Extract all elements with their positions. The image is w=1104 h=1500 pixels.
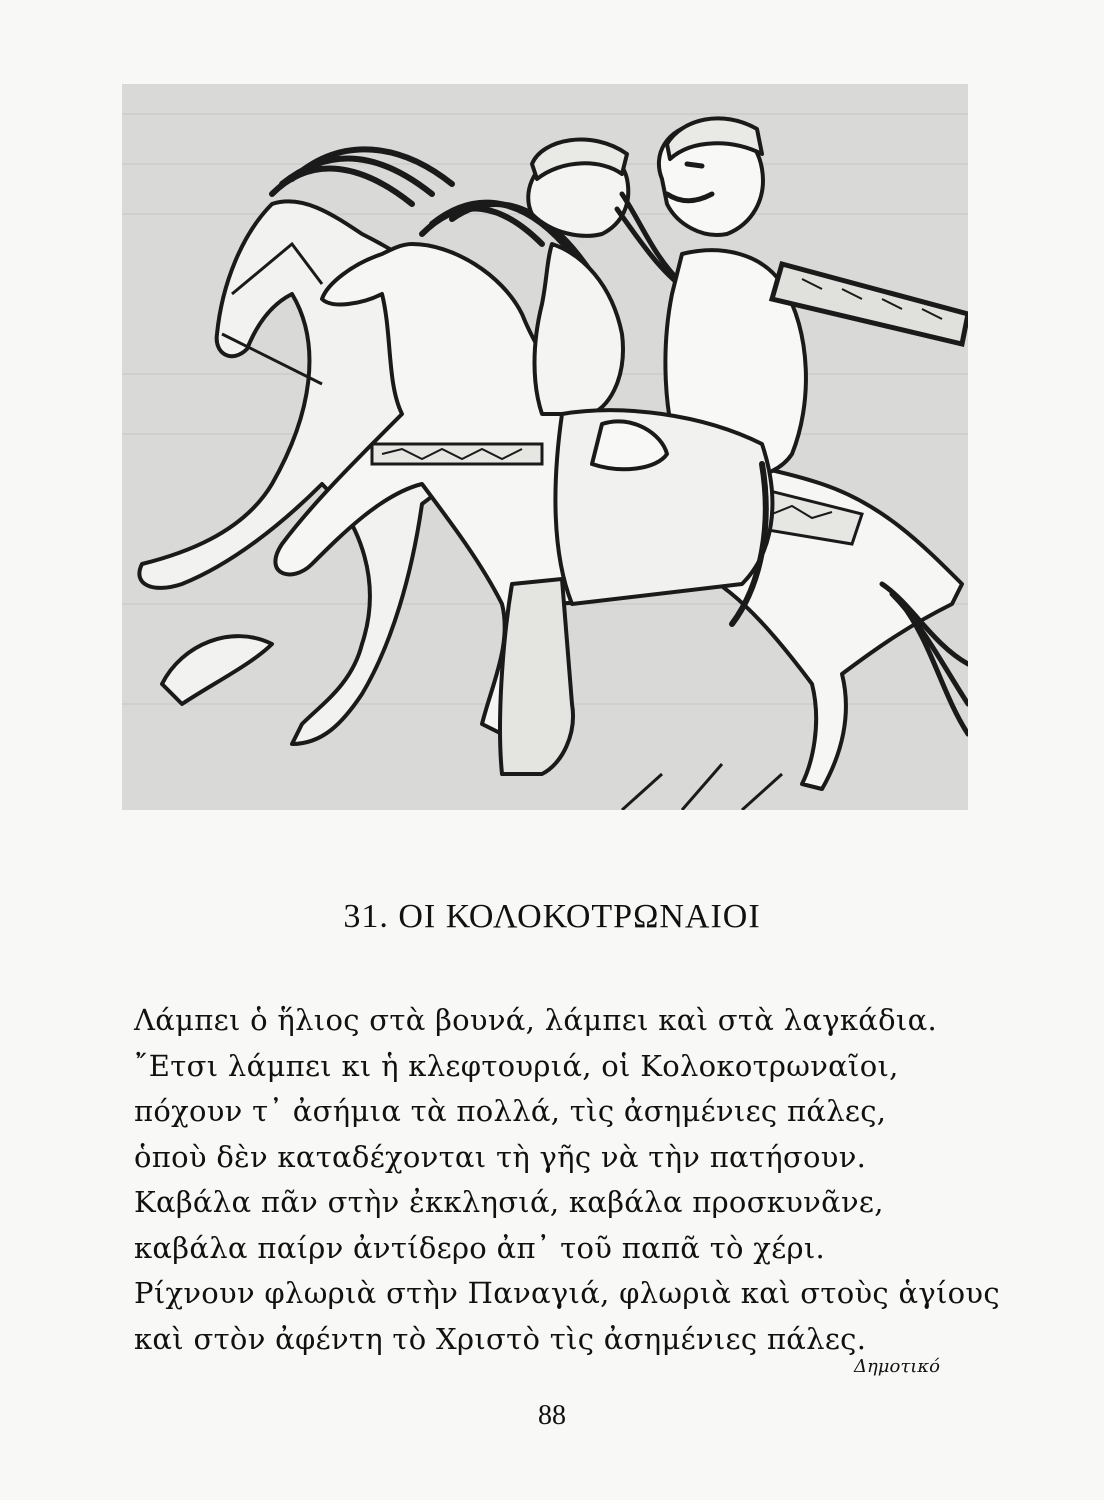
- poem-line: καὶ στὸν ἀφέντη τὸ Χριστὸ τὶς ἀσημένιες πάλες.: [134, 1321, 867, 1356]
- horsemen-drawing: [122, 84, 968, 810]
- poem-line: ὁποὺ δὲν καταδέχονται τὴ γῆς νὰ τὴν πατήσουν.: [134, 1139, 867, 1174]
- poem-line: πόχουν τ᾿ ἀσήμια τὰ πολλά, τὶς ἀσημένιες πάλες,: [134, 1094, 887, 1128]
- poem-title: 31. ΟΙ ΚΟΛΟΚΟΤΡΩΝΑΙΟΙ: [343, 898, 761, 935]
- poem-attribution: Δημοτικό: [854, 1356, 940, 1377]
- horsemen-illustration: [122, 84, 968, 810]
- poem-line: καβάλα παίρν ἀντίδερο ἀπ᾿ τοῦ παπᾶ τὸ χέρι.: [134, 1230, 826, 1265]
- poem-body: [134, 998, 1000, 1362]
- poem-line: Καβάλα πᾶν στὴν ἐκκλησιά, καβάλα προσκυνᾶνε,: [134, 1185, 884, 1219]
- poem-line: Ρίχνουν φλωριὰ στὴν Παναγιά, φλωριὰ καὶ στοὺς ἁγίους: [134, 1276, 1000, 1310]
- poem-line: ῎Ετσι λάμπει κι ἡ κλεφτουριά, οἱ Κολοκοτρωναῖοι,: [134, 1048, 899, 1083]
- page-number: 88: [538, 1400, 566, 1431]
- poem-line: Λάμπει ὁ ἥλιος στὰ βουνά, λάμπει καὶ στὰ λαγκάδια.: [134, 1003, 937, 1037]
